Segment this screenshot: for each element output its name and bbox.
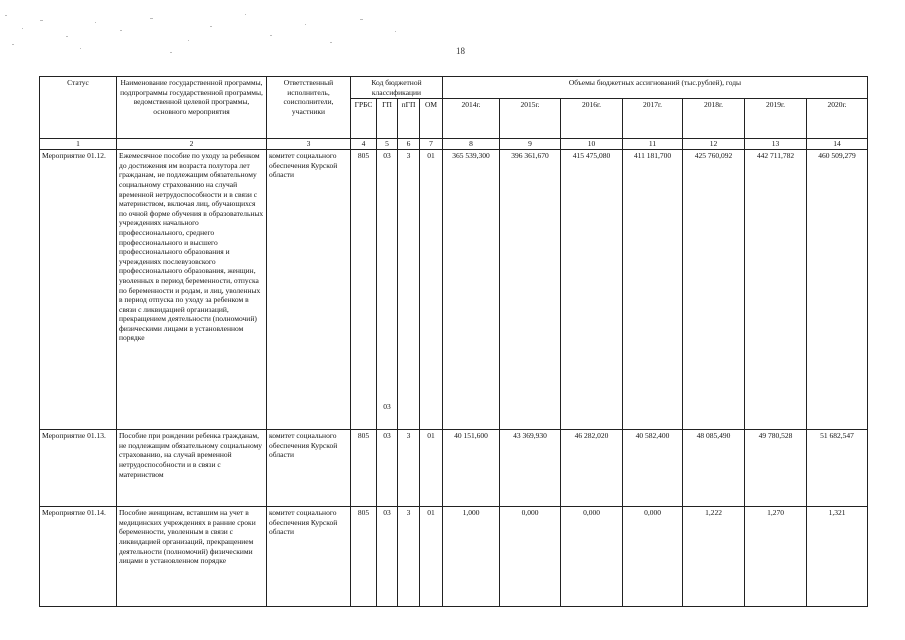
row-pgp: 3 — [398, 430, 420, 507]
column-number: 4 — [351, 139, 377, 150]
column-number: 6 — [398, 139, 420, 150]
column-number: 13 — [745, 139, 807, 150]
header-year: 2015г. — [500, 99, 561, 139]
row-value: 365 539,300 — [443, 150, 500, 430]
header-year: 2018г. — [683, 99, 745, 139]
header-gp: ГП — [377, 99, 398, 139]
row-pgp: 3 — [398, 507, 420, 607]
row-grbs: 805 — [351, 430, 377, 507]
column-number: 2 — [117, 139, 267, 150]
row-name: Пособие женщинам, вставшим на учет в медицинских учреждениях в ранние сроки беременности, уволенным в связи с ликвидацией организаций, прекращением деятельности (полномочий) физическими лицами в установленном порядке — [117, 507, 267, 607]
row-om: 01 — [420, 507, 443, 607]
row-value: 1,321 — [807, 507, 868, 607]
row-responsible: комитет социального обеспечения Курской области — [267, 430, 351, 507]
header-responsible: Ответственный исполнитель, соисполнители, участники — [267, 77, 351, 139]
row-value: 396 361,670 — [500, 150, 561, 430]
row-gp-cell — [377, 150, 398, 430]
row-value: 460 509,279 — [807, 150, 868, 430]
header-budget-code: Код бюджетной классификации — [351, 77, 443, 99]
page-number: 18 — [456, 46, 465, 56]
scan-speckles — [5, 14, 396, 53]
row-value: 411 181,700 — [623, 150, 683, 430]
header-year: 2014г. — [443, 99, 500, 139]
row-value: 51 682,547 — [807, 430, 868, 507]
row-value: 40 582,400 — [623, 430, 683, 507]
row-om: 01 — [420, 430, 443, 507]
row-gp-extra: 03 — [383, 401, 391, 411]
row-grbs: 805 — [351, 507, 377, 607]
column-number: 14 — [807, 139, 868, 150]
header-name: Наименование государственной программы, подпрограммы государственной программы, ведомственной целевой программы, основного мероприятия — [117, 77, 267, 139]
column-number: 3 — [267, 139, 351, 150]
table-row — [40, 430, 868, 507]
header-year: 2020г. — [807, 99, 868, 139]
row-status: Мероприятие 01.12. — [40, 150, 117, 430]
row-value: 49 780,528 — [745, 430, 807, 507]
row-value: 0,000 — [623, 507, 683, 607]
row-value: 442 711,782 — [745, 150, 807, 430]
row-value: 0,000 — [500, 507, 561, 607]
row-om: 01 — [420, 150, 443, 430]
row-value: 425 760,092 — [683, 150, 745, 430]
row-value: 40 151,600 — [443, 430, 500, 507]
header-row-1 — [40, 77, 868, 99]
column-number: 5 — [377, 139, 398, 150]
row-gp: 03 — [383, 151, 391, 161]
header-status: Статус — [40, 77, 117, 139]
header-volumes: Объемы бюджетных ассигнований (тыс.рублей), годы — [443, 77, 868, 99]
row-status: Мероприятие 01.13. — [40, 430, 117, 507]
header-grbs: ГРБС — [351, 99, 377, 139]
table-row — [40, 150, 868, 430]
column-number: 7 — [420, 139, 443, 150]
row-value: 43 369,930 — [500, 430, 561, 507]
row-value: 1,000 — [443, 507, 500, 607]
header-om: ОМ — [420, 99, 443, 139]
row-status: Мероприятие 01.14. — [40, 507, 117, 607]
row-value: 415 475,080 — [561, 150, 623, 430]
table-row — [40, 507, 868, 607]
row-responsible: комитет социального обеспечения Курской области — [267, 150, 351, 430]
header-pgp: пГП — [398, 99, 420, 139]
column-number: 11 — [623, 139, 683, 150]
scan-noise — [0, 0, 420, 70]
row-gp: 03 — [377, 507, 398, 607]
row-value: 48 085,490 — [683, 430, 745, 507]
row-value: 0,000 — [561, 507, 623, 607]
row-grbs: 805 — [351, 150, 377, 430]
column-number: 9 — [500, 139, 561, 150]
header-year: 2019г. — [745, 99, 807, 139]
column-number: 10 — [561, 139, 623, 150]
column-number: 12 — [683, 139, 745, 150]
column-number: 8 — [443, 139, 500, 150]
row-value: 46 282,020 — [561, 430, 623, 507]
column-number: 1 — [40, 139, 117, 150]
row-name: Пособие при рождении ребенка гражданам, не подлежащим обязательному социальному страхованию, на случай временной нетрудоспособности и в связи с материнством — [117, 430, 267, 507]
row-value: 1,222 — [683, 507, 745, 607]
row-value: 1,270 — [745, 507, 807, 607]
column-number-row — [40, 139, 868, 150]
header-year: 2017г. — [623, 99, 683, 139]
header-year: 2016г. — [561, 99, 623, 139]
budget-table — [39, 76, 868, 607]
row-name: Ежемесячное пособие по уходу за ребенком до достижения им возраста полутора лет гражданам, не подлежащим обязательному социальному страхованию на случай временной нетрудоспособности и в связи с материнством, включая лиц, обучающихся по очной форме обучения в образовательных учреждениях начального профессионального, среднего профессионального и высшего профессионального образования и учреждениях послевузовского профессионального образования, женщин, уволенных в период беременности, отпуска по беременности и родам, и лиц, уволенных в период отпуска по уходу за ребенком в связи с ликвидацией организаций, прекращением деятельности (полномочий) физическими лицами в установленном порядке — [117, 150, 267, 430]
row-responsible: комитет социального обеспечения Курской области — [267, 507, 351, 607]
row-gp: 03 — [377, 430, 398, 507]
row-pgp: 3 — [398, 150, 420, 430]
